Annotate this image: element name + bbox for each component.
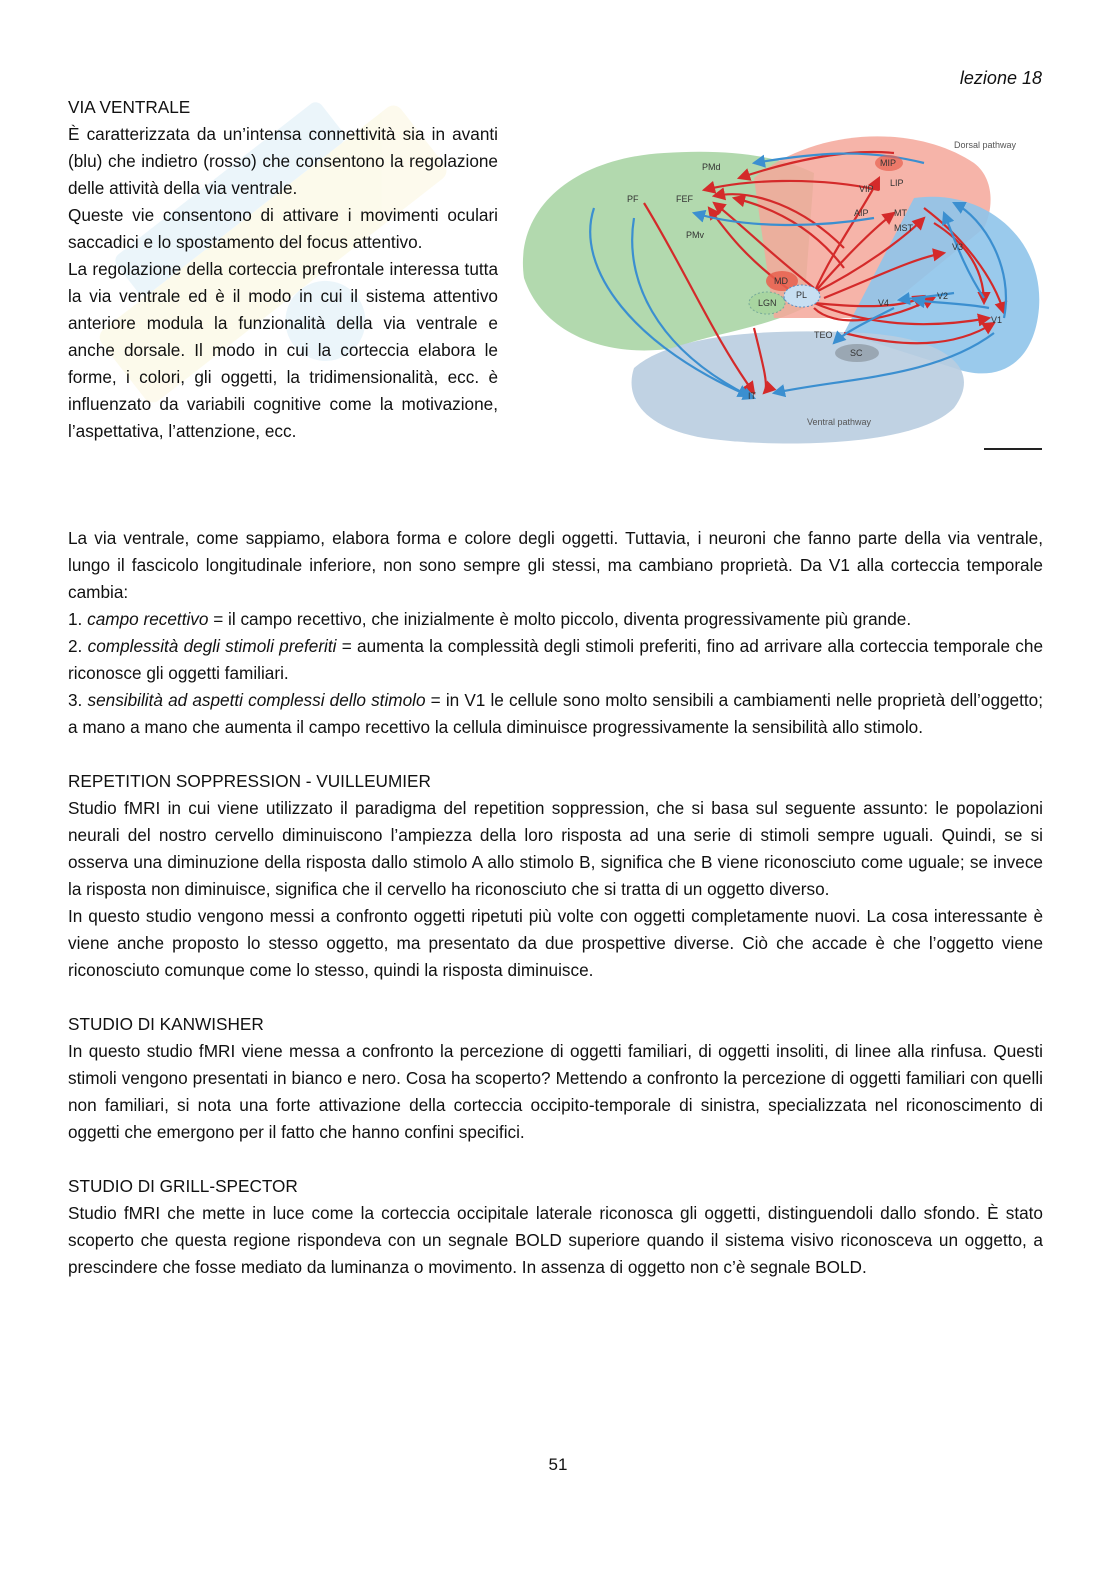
- area-md: MD: [774, 276, 788, 286]
- list-item-1: [68, 606, 1043, 633]
- brain-pathways-figure: [514, 118, 1044, 453]
- grill-spector-heading: STUDIO DI GRILL-SPECTOR: [68, 1176, 298, 1196]
- ventral-paragraph: La via ventrale, come sappiamo, elabora forma e colore degli oggetti. Tuttavia, i neuroni che fanno parte della via ventrale, lungo il fascicolo longitudinale inferiore, non sono sempre gli stessi, ma cambiano proprietà. Da V1 alla corteccia temporale cambia:: [68, 528, 1043, 602]
- intro-paragraph-3: La regolazione della corteccia prefrontale interessa tutta la via ventrale ed è il modo in cui il sistema attentivo anteriore modula la funzionalità della via ventrale e anche dorsale. Il modo in cui la corteccia elabora le forme, i colori, gli oggetti, la tridimensionalità, ecc. è influenzato da variabili cognitive come la motivazione, l’aspettativa, l’attenzione, ecc.: [68, 259, 498, 441]
- list-item-2-num: 2.: [68, 636, 83, 656]
- ventral-pathway-label: Ventral pathway: [807, 417, 872, 427]
- intro-heading: VIA VENTRALE: [68, 97, 191, 117]
- area-pmv: PMv: [686, 230, 704, 240]
- intro-paragraph-2: Queste vie consentono di attivare i movimenti oculari saccadici e lo spostamento del focus attentivo.: [68, 205, 498, 252]
- area-mst: MST: [894, 223, 913, 233]
- list-item-2-term: complessità degli stimoli preferiti: [87, 636, 337, 656]
- area-mip: MIP: [880, 158, 897, 168]
- dorsal-pathway-label: Dorsal pathway: [954, 140, 1017, 150]
- grill-spector-paragraph: Studio fMRI che mette in luce come la corteccia occipitale laterale riconosca gli oggetti, distinguendoli dallo sfondo. È stato scoperto che questa regione rispondeva con un segnale BOLD superiore quando il sistema visivo riconosceva un oggetto, a prescindere che fosse mediato da luminanza o movimento. In assenza di oggetto non c’è segnale BOLD.: [68, 1203, 1043, 1277]
- lesson-label: lezione 18: [959, 68, 1042, 88]
- list-item-2-text: = aumenta la complessità degli stimoli preferiti, fino ad arrivare alla corteccia temporale che riconosce gli oggetti familiari.: [68, 636, 1043, 683]
- list-item-2: [68, 633, 1043, 687]
- area-aip: AIP: [854, 208, 869, 218]
- area-v1: V1: [991, 315, 1003, 325]
- repetition-paragraph-2: In questo studio vengono messi a confronto oggetti ripetuti più volte con oggetti completamente nuovi. La cosa interessante è viene anche proposto lo stesso oggetto, ma presentato da due prospettive diverse. Ciò che accade è che l’oggetto viene riconosciuto comunque come lo stesso, quindi la risposta diminuisce.: [68, 906, 1043, 980]
- area-it: IT: [748, 391, 756, 401]
- area-v3: V3: [952, 242, 964, 252]
- list-item-1-num: 1.: [68, 609, 83, 629]
- intro-section: [68, 94, 498, 445]
- area-pl: PL: [796, 290, 808, 300]
- scale-bar: [984, 448, 1042, 450]
- area-v2: V2: [937, 291, 949, 301]
- list-item-1-text: = il campo recettivo, che inizialmente è molto piccolo, diventa progressivamente più grande.: [208, 609, 912, 629]
- ventral-section: [68, 525, 1043, 1281]
- intro-paragraph-1: È caratterizzata da un’intensa connettività sia in avanti (blu) che indietro (rosso) che consentono la regolazione delle attività della via ventrale.: [68, 124, 498, 198]
- area-mt: MT: [894, 208, 907, 218]
- list-item-1-term: campo recettivo: [87, 609, 209, 629]
- page-number: 51: [548, 1455, 568, 1474]
- area-pmd: PMd: [702, 162, 721, 172]
- area-teo: TEO: [814, 330, 833, 340]
- area-sc: SC: [850, 348, 863, 358]
- list-item-3-term: sensibilità ad aspetti complessi dello stimolo: [87, 690, 426, 710]
- repetition-paragraph-1: Studio fMRI in cui viene utilizzato il paradigma del repetition soppression, che si basa sul seguente assunto: le popolazioni neurali del nostro cervello diminuiscono l’ampiezza della loro risposta ad una serie di stimoli sempre uguali. Quindi, se si osserva una diminuzione della risposta dallo stimolo A allo stimolo B, significa che B viene riconosciuto come uguale; se invece la risposta non diminuisce, significa che il cervello ha riconosciuto che si tratta di un oggetto diverso.: [68, 798, 1043, 899]
- list-item-3-text: = in V1 le cellule sono molto sensibili a cambiamenti nelle proprietà dell’oggetto; a mano a mano che aumenta il campo recettivo la cellula diminuisce progressivamente la sensibilità allo stimolo.: [68, 690, 1043, 737]
- area-fef: FEF: [676, 194, 693, 204]
- area-v4: V4: [878, 298, 890, 308]
- area-lip: LIP: [890, 178, 904, 188]
- area-lgn: LGN: [758, 298, 777, 308]
- list-item-3-num: 3.: [68, 690, 83, 710]
- repetition-heading: REPETITION SOPPRESSION - VUILLEUMIER: [68, 771, 431, 791]
- list-item-3: [68, 687, 1043, 741]
- kanwisher-paragraph: In questo studio fMRI viene messa a confronto la percezione di oggetti familiari, di oggetti insoliti, di linee alla rinfusa. Questi stimoli vengono presentati in bianco e nero. Cosa ha scoperto? Mettendo a confronto la percezione di oggetti familiari con quelli non familiari, si nota una forte attivazione della corteccia occipito-temporale di sinistra, specializzata nel riconoscimento di oggetti che emergono per il fatto che hanno confini specifici.: [68, 1041, 1043, 1142]
- area-pf: PF: [627, 194, 639, 204]
- area-vip: VIP: [859, 184, 874, 194]
- kanwisher-heading: STUDIO DI KANWISHER: [68, 1014, 264, 1034]
